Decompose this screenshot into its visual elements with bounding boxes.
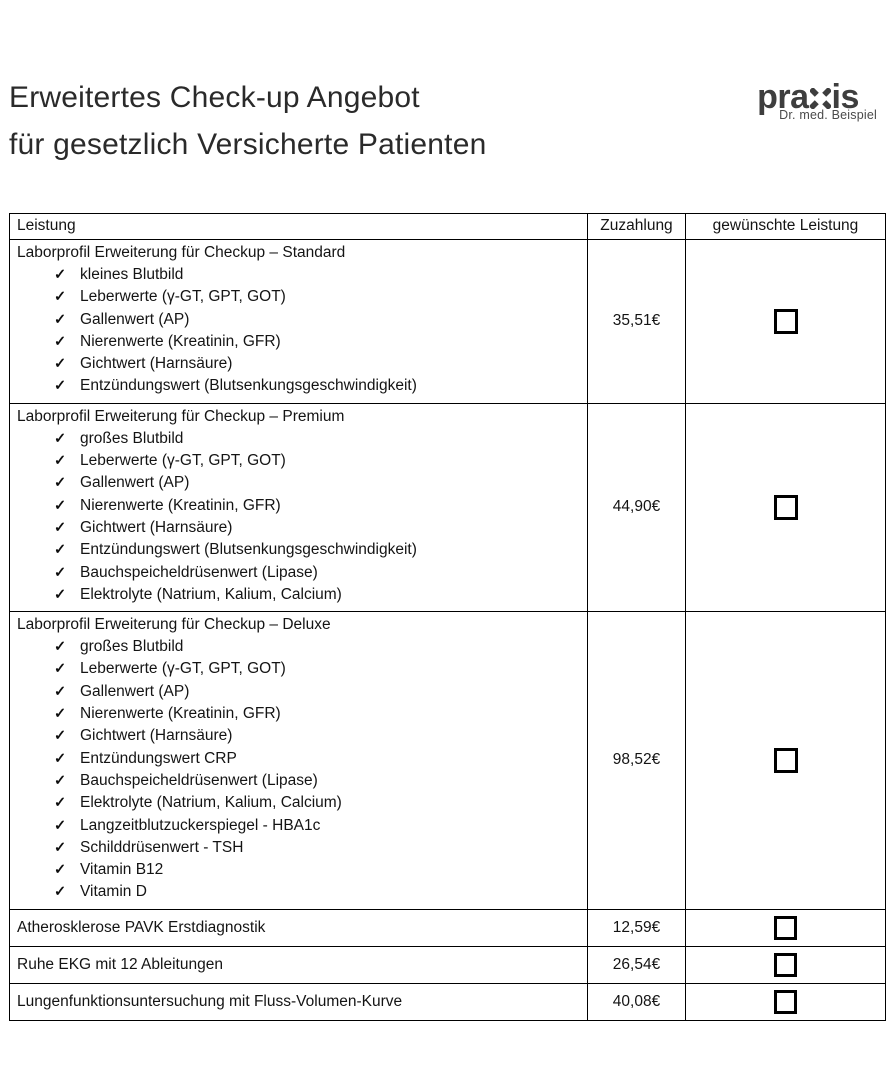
package-item-label: Vitamin D	[80, 883, 147, 901]
package-item-label: großes Blutbild	[80, 429, 184, 447]
page-title-line2: für gesetzlich Versicherte Patienten	[9, 128, 487, 161]
package-item	[17, 517, 583, 539]
copay-value: 35,51€	[588, 240, 686, 404]
package-item-label: Nierenwerte (Kreatinin, GFR)	[80, 332, 281, 350]
logo-text-pre: pra	[757, 78, 809, 116]
package-item	[17, 748, 583, 770]
check-icon: ✓	[54, 817, 67, 834]
package-row	[10, 612, 886, 910]
package-item	[17, 562, 583, 584]
check-icon: ✓	[54, 706, 67, 723]
package-title: Laborprofil Erweiterung für Checkup – Premium	[17, 407, 345, 425]
package-row	[10, 240, 886, 404]
check-icon: ✓	[54, 378, 67, 395]
package-item	[17, 375, 583, 397]
offer-table	[9, 213, 886, 1021]
package-item	[17, 658, 583, 680]
package-item	[17, 770, 583, 792]
check-icon: ✓	[54, 497, 67, 514]
service-row	[10, 909, 886, 946]
package-item	[17, 815, 583, 837]
desired-service-checkbox[interactable]	[774, 495, 798, 520]
column-header-leistung: Leistung	[10, 214, 588, 240]
check-icon: ✓	[54, 356, 67, 373]
logo-subtitle: Dr. med. Beispiel	[779, 108, 877, 122]
desired-service-checkbox[interactable]	[774, 748, 798, 773]
copay-value: 98,52€	[588, 612, 686, 910]
copay-value: 44,90€	[588, 403, 686, 611]
package-item	[17, 881, 583, 903]
package-item-label: Leberwerte (γ-GT, GPT, GOT)	[80, 452, 286, 470]
check-icon: ✓	[54, 795, 67, 812]
package-item	[17, 636, 583, 658]
check-icon: ✓	[54, 639, 67, 656]
package-item	[17, 539, 583, 561]
package-item	[17, 837, 583, 859]
check-icon: ✓	[54, 661, 67, 678]
package-item-label: kleines Blutbild	[80, 266, 184, 283]
page-title-line1: Erweitertes Check-up Angebot	[9, 81, 420, 114]
package-item-label: Vitamin B12	[80, 861, 164, 879]
check-icon: ✓	[54, 884, 67, 901]
check-icon: ✓	[54, 683, 67, 700]
package-item-label: Gallenwert (AP)	[80, 682, 190, 700]
service-label: Atherosklerose PAVK Erstdiagnostik	[10, 909, 588, 946]
package-title: Laborprofil Erweiterung für Checkup – Deluxe	[17, 616, 331, 634]
copay-value: 26,54€	[588, 946, 686, 983]
check-icon: ✓	[54, 333, 67, 350]
service-row	[10, 946, 886, 983]
package-item-label: Schilddrüsenwert - TSH	[80, 838, 244, 856]
check-icon: ✓	[54, 311, 67, 328]
package-item-label: Entzündungswert (Blutsenkungsgeschwindigkeit)	[80, 541, 417, 559]
package-item-label: Bauchspeicheldrüsenwert (Lipase)	[80, 563, 318, 581]
package-item-list	[17, 636, 583, 904]
column-header-gewuenschte-leistung: gewünschte Leistung	[686, 214, 886, 240]
package-item-label: großes Blutbild	[80, 638, 184, 656]
desired-service-checkbox[interactable]	[774, 990, 797, 1014]
package-item-label: Leberwerte (γ-GT, GPT, GOT)	[80, 288, 286, 306]
package-item	[17, 792, 583, 814]
copay-value: 40,08€	[588, 983, 686, 1020]
logo-text-post: is	[831, 78, 859, 116]
package-item	[17, 264, 583, 286]
check-icon: ✓	[54, 430, 67, 447]
service-label: Lungenfunktionsuntersuchung mit Fluss-Volumen-Kurve	[10, 983, 588, 1020]
check-icon: ✓	[54, 586, 67, 603]
package-item-label: Elektrolyte (Natrium, Kalium, Calcium)	[80, 794, 342, 812]
package-item-label: Elektrolyte (Natrium, Kalium, Calcium)	[80, 585, 342, 603]
check-icon: ✓	[54, 267, 67, 283]
check-icon: ✓	[54, 839, 67, 856]
desired-service-checkbox[interactable]	[774, 916, 797, 940]
package-item-list	[17, 428, 583, 606]
check-icon: ✓	[54, 772, 67, 789]
package-item-label: Bauchspeicheldrüsenwert (Lipase)	[80, 771, 318, 789]
copay-value: 12,59€	[588, 909, 686, 946]
package-item	[17, 859, 583, 881]
package-item-label: Nierenwerte (Kreatinin, GFR)	[80, 705, 281, 723]
check-icon: ✓	[54, 542, 67, 559]
desired-service-checkbox[interactable]	[774, 953, 797, 977]
package-title: Laborprofil Erweiterung für Checkup – Standard	[17, 244, 346, 261]
package-item	[17, 703, 583, 725]
package-item	[17, 681, 583, 703]
service-label: Ruhe EKG mit 12 Ableitungen	[10, 946, 588, 983]
check-icon: ✓	[54, 862, 67, 879]
check-icon: ✓	[54, 750, 67, 767]
package-item	[17, 428, 583, 450]
package-item	[17, 309, 583, 331]
package-item-list	[17, 264, 583, 398]
package-item-label: Gichtwert (Harnsäure)	[80, 355, 233, 373]
praxis-logo	[757, 78, 877, 122]
package-item	[17, 286, 583, 308]
check-icon: ✓	[54, 564, 67, 581]
package-item-label: Gallenwert (AP)	[80, 474, 190, 492]
package-item	[17, 331, 583, 353]
package-item	[17, 472, 583, 494]
package-row	[10, 403, 886, 611]
logo-x-icon	[810, 88, 831, 109]
package-item	[17, 495, 583, 517]
package-item	[17, 725, 583, 747]
package-item-label: Entzündungswert CRP	[80, 749, 237, 767]
package-item	[17, 353, 583, 375]
check-icon: ✓	[54, 519, 67, 536]
check-icon: ✓	[54, 475, 67, 492]
package-item-label: Nierenwerte (Kreatinin, GFR)	[80, 496, 281, 514]
package-item	[17, 450, 583, 472]
check-icon: ✓	[54, 728, 67, 745]
package-item-label: Gichtwert (Harnsäure)	[80, 518, 233, 536]
column-header-zuzahlung: Zuzahlung	[588, 214, 686, 240]
table-header-row	[10, 214, 886, 240]
service-row	[10, 983, 886, 1020]
package-item-label: Langzeitblutzuckerspiegel - HBA1c	[80, 816, 321, 834]
package-item	[17, 584, 583, 606]
package-item-label: Gallenwert (AP)	[80, 310, 190, 328]
check-icon: ✓	[54, 289, 67, 306]
desired-service-checkbox[interactable]	[774, 309, 798, 334]
package-item-label: Leberwerte (γ-GT, GPT, GOT)	[80, 660, 286, 678]
check-icon: ✓	[54, 453, 67, 470]
package-item-label: Gichtwert (Harnsäure)	[80, 727, 233, 745]
package-item-label: Entzündungswert (Blutsenkungsgeschwindigkeit)	[80, 377, 417, 395]
